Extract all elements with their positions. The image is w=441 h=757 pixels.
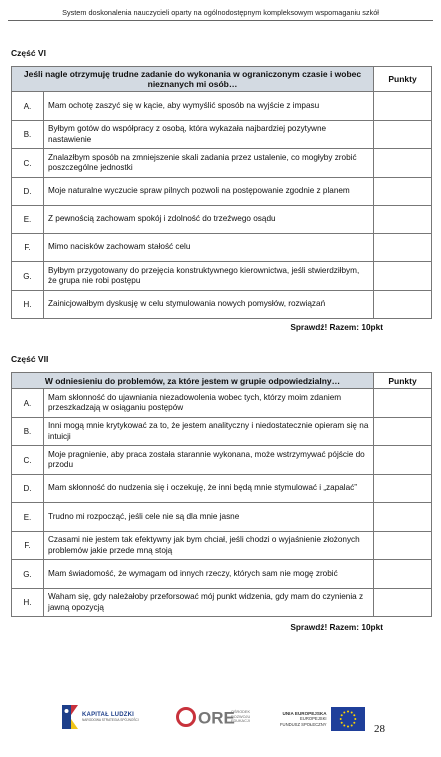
item-letter: C. (12, 446, 44, 475)
points-input-cell[interactable] (374, 589, 432, 617)
item-text: Moje pragnienie, aby praca została starannie wykonana, może wstrzymywać pójście do przodu (44, 446, 374, 475)
points-input-cell[interactable] (374, 121, 432, 149)
points-input-cell[interactable] (374, 149, 432, 178)
table-row (12, 503, 432, 532)
table-row (12, 206, 432, 234)
table-row (12, 149, 432, 178)
item-letter: G. (12, 560, 44, 589)
points-input-cell[interactable] (374, 206, 432, 234)
table-row (12, 532, 432, 560)
ore-line: ROZWOJU (231, 714, 251, 719)
item-letter: C. (12, 149, 44, 178)
eu-line: UNIA EUROPEJSKA (282, 711, 327, 717)
item-text: Moje naturalne wyczucie spraw pilnych pozwoli na postępowanie zgodnie z planem (44, 178, 374, 206)
points-input-cell[interactable] (374, 262, 432, 291)
document-header: System doskonalenia nauczycieli oparty na ogólnodostępnym kompleksowym wspomaganiu szkół (8, 8, 433, 21)
points-input-cell[interactable] (374, 446, 432, 475)
points-header: Punkty (374, 373, 432, 389)
table-row (12, 389, 432, 418)
item-text: Byłbym przygotowany do przejęcia konstruktywnego kierownictwa, jeśli stwierdziłbym, że grupa nie robi postępu (44, 262, 374, 291)
page-number: 28 (374, 723, 385, 735)
question-header: Jeśli nagle otrzymuję trudne zadanie do wykonania w ograniczonym czasie i wobec nieznanych mi osób… (12, 67, 374, 92)
eu-logo (280, 707, 365, 731)
item-letter: H. (12, 589, 44, 617)
points-input-cell[interactable] (374, 560, 432, 589)
item-text: Czasami nie jestem tak efektywny jak bym chciał, jeśli chodzi o wyjaśnienie złożonych problemów jakie przede mną stoją (44, 532, 374, 560)
item-text: Mam ochotę zaszyć się w kącie, aby wymyślić sposób na wyjście z impasu (44, 92, 374, 121)
section-title: Część VII (11, 354, 49, 364)
table-row (12, 475, 432, 503)
item-letter: G. (12, 262, 44, 291)
points-input-cell[interactable] (374, 291, 432, 319)
section-total: Sprawdź! Razem: 10pkt (290, 622, 383, 632)
item-text: Znalazłbym sposób na zmniejszenie skali zadania przez ustalenie, co mogłyby zrobić poszczególne jednostki (44, 149, 374, 178)
points-input-cell[interactable] (374, 418, 432, 446)
item-text: Mam świadomość, że wymagam od innych rzeczy, których sam nie mogę zrobić (44, 560, 374, 589)
item-text: Z pewnością zachowam spokój i zdolność do trzeźwego osądu (44, 206, 374, 234)
item-text: Mimo nacisków zachowam stałość celu (44, 234, 374, 262)
item-letter: D. (12, 178, 44, 206)
table-row (12, 234, 432, 262)
item-letter: A. (12, 92, 44, 121)
question-header: W odniesieniu do problemów, za które jestem w grupie odpowiedzialny… (12, 373, 374, 389)
item-letter: B. (12, 121, 44, 149)
eu-line: EUROPEJSKI (300, 716, 327, 722)
ore-mark-icon (175, 706, 235, 728)
item-text: Zainicjowałbym dyskusję w celu stymulowania nowych pomysłów, rozwiązań (44, 291, 374, 319)
ore-line: OŚRODEK (231, 710, 250, 715)
kapital-ludzki-mark-icon (62, 705, 78, 729)
item-text: Waham się, gdy należałoby przeforsować mój punkt widzenia, gdy mam do czynienia z jawną opozycją (44, 589, 374, 617)
points-input-cell[interactable] (374, 234, 432, 262)
item-letter: A. (12, 389, 44, 418)
item-text: Byłbym gotów do współpracy z osobą, która wykazała najbardziej pozytywne nastawienie (44, 121, 374, 149)
table-row (12, 418, 432, 446)
table-row (12, 262, 432, 291)
item-letter: E. (12, 503, 44, 532)
eu-text (280, 711, 327, 727)
question-table (11, 66, 432, 319)
ore-logo (175, 706, 250, 728)
item-letter: F. (12, 234, 44, 262)
table-row (12, 291, 432, 319)
points-input-cell[interactable] (374, 532, 432, 560)
points-input-cell[interactable] (374, 475, 432, 503)
eu-flag-icon (331, 707, 365, 731)
item-letter: E. (12, 206, 44, 234)
kapital-ludzki-title: KAPITAŁ LUDZKI (82, 712, 135, 718)
table-row (12, 178, 432, 206)
section-title: Część VI (11, 48, 46, 58)
item-letter: B. (12, 418, 44, 446)
kapital-ludzki-subtitle: NARODOWA STRATEGIA SPÓJNOŚCI (82, 718, 139, 722)
points-input-cell[interactable] (374, 389, 432, 418)
item-text: Mam skłonność do ujawniania niezadowolenia wobec tych, którzy moim zdaniem przeszkadzają w osiąganiu postępów (44, 389, 374, 418)
question-table (11, 372, 432, 617)
item-text: Inni mogą mnie krytykować za to, że jestem analityczny i niedostatecznie opieram się na intuicji (44, 418, 374, 446)
item-text: Trudno mi rozpocząć, jeśli cele nie są dla mnie jasne (44, 503, 374, 532)
eu-line: FUNDUSZ SPOŁECZNY (280, 721, 327, 727)
table-row (12, 589, 432, 617)
table-row (12, 92, 432, 121)
section-total: Sprawdź! Razem: 10pkt (290, 322, 383, 332)
points-input-cell[interactable] (374, 503, 432, 532)
kapital-ludzki-logo (62, 705, 139, 729)
table-row (12, 121, 432, 149)
item-letter: F. (12, 532, 44, 560)
item-letter: H. (12, 291, 44, 319)
ore-mark-text: ORE (198, 708, 235, 728)
item-letter: D. (12, 475, 44, 503)
ore-text (231, 710, 250, 724)
table-row (12, 560, 432, 589)
item-text: Mam skłonność do nudzenia się i oczekuję, że inni będą mnie stymulować i „zapalać” (44, 475, 374, 503)
ore-line: EDUKACJI (231, 719, 250, 724)
points-input-cell[interactable] (374, 178, 432, 206)
table-row (12, 446, 432, 475)
points-input-cell[interactable] (374, 92, 432, 121)
points-header: Punkty (374, 67, 432, 92)
